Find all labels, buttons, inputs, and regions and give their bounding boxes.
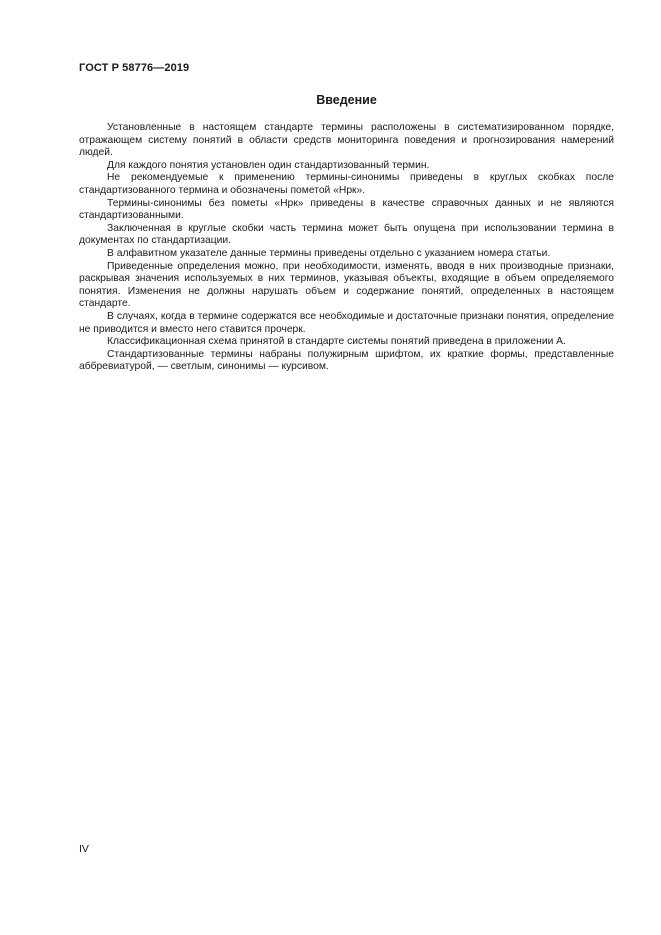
paragraph: Термины-синонимы без пометы «Нрк» приведены в качестве справочных данных и не являются стандартизованными. [79, 197, 614, 222]
paragraph: Классификационная схема принятой в стандарте системы понятий приведена в приложении А. [107, 336, 566, 348]
paragraph: Приведенные определения можно, при необходимости, изменять, вводя в них производные признаки, раскрывая значения используемых в них терминов, указывая объекты, входящие в объем определяемого понятия. Изменения не должны нарушать объем и содержание понятий, определенных в настоящем стандарте. [79, 260, 614, 310]
section-title: Введение [316, 93, 377, 107]
paragraph: Заключенная в круглые скобки часть термина может быть опущена при использовании термина в документах по стандартизации. [79, 222, 614, 247]
paragraph: Для каждого понятия установлен один стандартизованный термин. [107, 159, 430, 171]
paragraph: Не рекомендуемые к применению термины-синонимы приведены в круглых скобках после стандартизованного термина и обозначены пометой «Нрк». [79, 172, 614, 196]
document-header-id: ГОСТ Р 58776—2019 [79, 62, 190, 74]
paragraph: Установленные в настоящем стандарте термины расположены в систематизированном порядке, отражающем систему понятий в области средств мониторинга поведения и прогнозирования намерений людей. [79, 122, 614, 159]
paragraph: В алфавитном указателе данные термины приведены отдельно с указанием номера статьи. [107, 247, 551, 259]
paragraph: Стандартизованные термины набраны полужирным шрифтом, их краткие формы, представленные аббревиатурой, — светлым, синонимы — курсивом. [79, 348, 614, 373]
introduction-body [79, 122, 614, 374]
page-number: IV [79, 843, 89, 855]
paragraph: В случаях, когда в термине содержатся все необходимые и достаточные признаки понятия, определение не приводится и вместо него ставится прочерк. [79, 310, 614, 335]
